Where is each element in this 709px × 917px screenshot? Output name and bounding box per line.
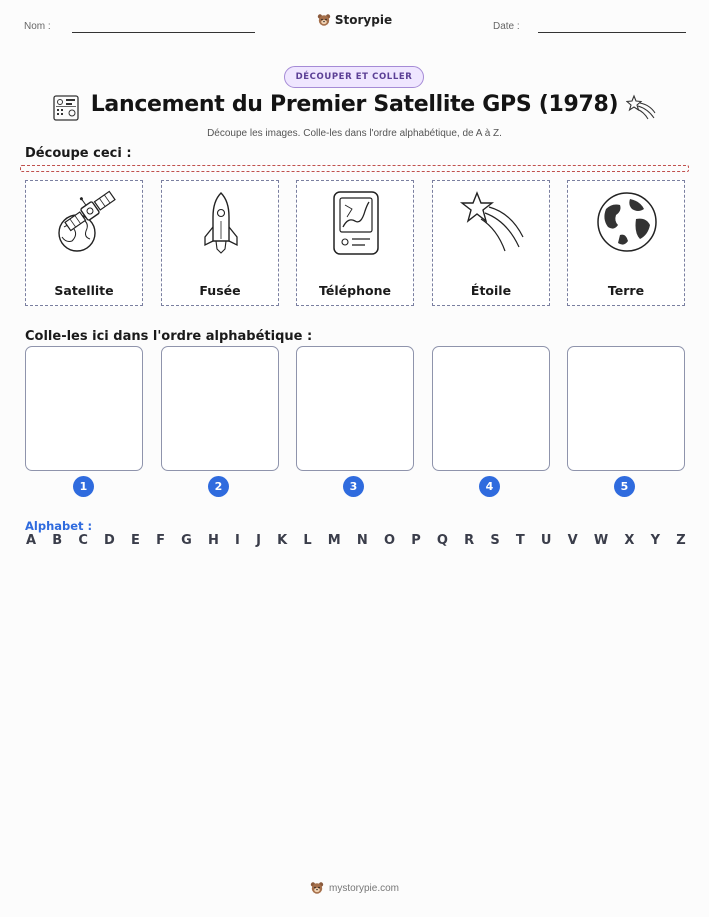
card-label: Terre [607,283,645,298]
card-label: Téléphone [319,283,391,298]
phone-map-icon [321,189,391,259]
instructions: Découpe les images. Colle-les dans l'ordre alphabétique, de A à Z. [207,128,502,139]
alphabet-letter: A [26,533,37,548]
bear-mascot-icon [310,881,324,895]
alphabet-letter: L [303,533,312,548]
alphabet-letter: G [181,533,192,548]
alphabet-letter: H [207,533,219,548]
brand-name: Storypie [334,13,393,27]
footer [0,881,709,895]
alphabet-letter: D [104,533,115,548]
brand-logo [0,13,709,27]
paste-box-4[interactable] [432,346,550,471]
activity-badge: DÉCOUPER ET COLLER [284,66,424,88]
cut-card-telephone[interactable] [296,180,414,306]
alphabet-letter: W [593,533,609,548]
name-line[interactable] [72,32,255,33]
date-label: Date : [493,21,520,32]
earth-globe-icon [592,189,662,259]
alphabet-letter: Q [436,533,448,548]
rocket-icon [186,189,256,259]
alphabet-label: Alphabet : [25,519,93,533]
card-label: Satellite [54,283,114,298]
alphabet-letter: Z [676,533,686,548]
footer-link[interactable]: mystorypie.com [328,882,399,894]
satellite-earth-icon [50,189,120,259]
page-title: Lancement du Premier Satellite GPS (1978) [90,92,619,117]
cut-card-fusee[interactable] [161,180,279,306]
alphabet-letter: S [490,533,500,548]
alphabet-row [26,533,686,548]
slot-number: 5 [614,476,635,497]
cut-card-satellite[interactable] [25,180,143,306]
alphabet-letter: B [52,533,63,548]
paste-box-5[interactable] [567,346,685,471]
alphabet-letter: N [356,533,368,548]
slot-number: 1 [73,476,94,497]
card-label: Étoile [470,283,512,298]
paste-box-2[interactable] [161,346,279,471]
alphabet-letter: U [540,533,552,548]
alphabet-letter: X [624,533,635,548]
alphabet-letter: E [131,533,140,548]
shooting-star-icon [457,189,527,259]
alphabet-letter: J [256,533,261,548]
alphabet-letter: K [277,533,288,548]
alphabet-letter: R [464,533,475,548]
alphabet-letter: C [78,533,88,548]
slot-number: 3 [343,476,364,497]
bear-mascot-icon [317,13,331,27]
alphabet-letter: T [515,533,525,548]
paste-box-3[interactable] [296,346,414,471]
alphabet-letter: V [567,533,578,548]
alphabet-letter: M [327,533,341,548]
cut-section-label: Découpe ceci : [25,146,132,161]
alphabet-letter: P [411,533,421,548]
alphabet-letter: Y [650,533,661,548]
alphabet-letter: I [235,533,240,548]
alphabet-letter: F [156,533,165,548]
name-label: Nom : [24,21,51,32]
date-line[interactable] [538,32,686,33]
shooting-star-icon [626,94,656,120]
slot-number: 4 [479,476,500,497]
card-label: Fusée [199,283,241,298]
cut-card-terre[interactable] [567,180,685,306]
cut-line [20,165,689,172]
paste-box-1[interactable] [25,346,143,471]
slot-number: 2 [208,476,229,497]
cut-card-etoile[interactable] [432,180,550,306]
alphabet-letter: O [383,533,396,548]
paste-section-label: Colle-les ici dans l'ordre alphabétique : [25,329,313,344]
